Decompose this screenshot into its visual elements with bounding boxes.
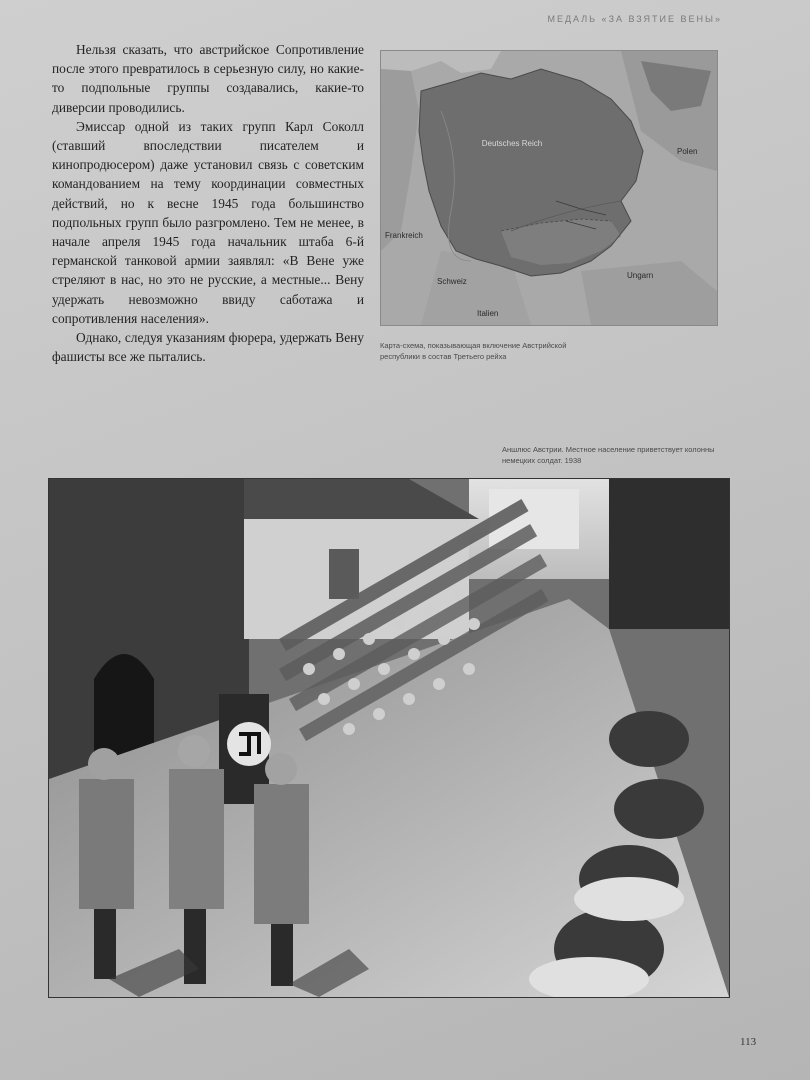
map-label-ungarn: Ungarn: [627, 271, 654, 280]
page-number: 113: [740, 1036, 757, 1048]
photo-caption: Аншлюс Австрии. Местное население приветствует колонны немецких солдат. 1938: [502, 445, 715, 465]
map-label-frankreich: Frankreich: [385, 231, 423, 240]
running-head: МЕДАЛЬ «ЗА ВЗЯТИЕ ВЕНЫ»: [547, 14, 722, 24]
paragraph: Нельзя сказать, что австрийское Сопротивление после этого превратилось в серьезную силу, но какие-то подпольные группы создавались, какие-то диверсии проводились.: [52, 42, 364, 115]
map-image: [381, 51, 717, 325]
paragraph: Эмиссар одной из таких групп Карл Соколл (ставший впоследствии писателем и кинопродюсером) даже установил связь с советским командованием на тему координации совместных действий, но к весне 1945 года большинство подпольных групп было разгромлено. Тем не менее, в начале апреля 1945 года начальник штаба 6-й германской танковой армии заявлял: «В Вене уже стреляют в нас, но это не русские, а местные... Вену удержать невозможно ввиду саботажа и сопротивления населения».: [52, 118, 364, 326]
map-label-italien: Italien: [477, 309, 499, 318]
historical-photo: [48, 478, 730, 998]
map-label-reich: Deutsches Reich: [481, 139, 543, 148]
map-label-schweiz: Schweiz: [437, 277, 467, 286]
map-label-polen: Polen: [677, 147, 698, 156]
photo-image: [49, 479, 729, 997]
paragraph: Однако, следуя указаниям фюрера, удержать Вену фашисты все же пытались.: [52, 330, 364, 365]
body-text: [52, 40, 364, 366]
map-figure: [380, 50, 718, 326]
map-caption: Карта-схема, показывающая включение Австрийской республики в состав Третьего рейха: [380, 341, 567, 361]
